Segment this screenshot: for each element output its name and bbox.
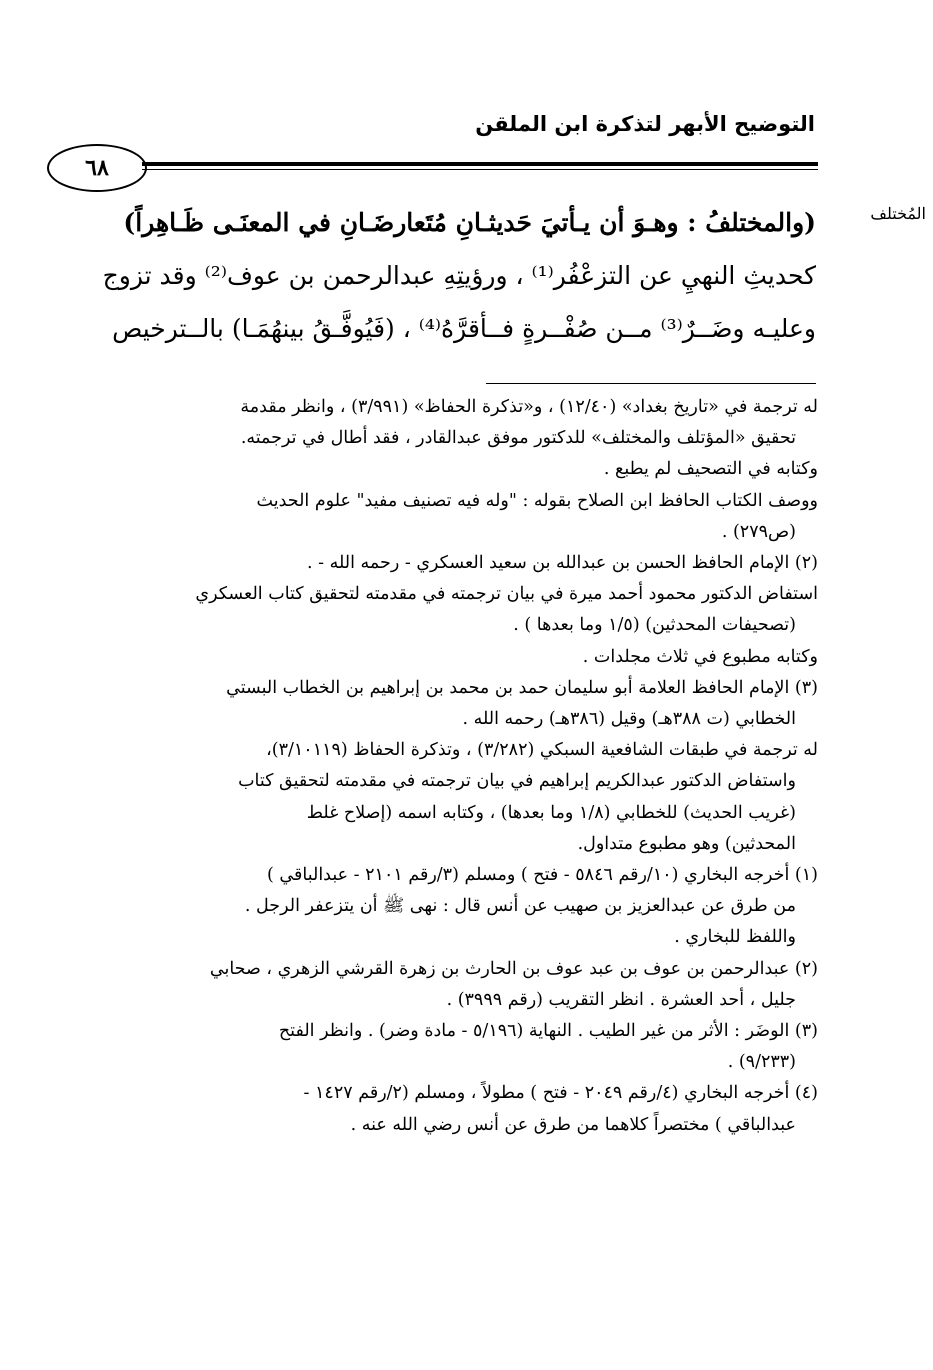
footnote-line: (٣) الوضَر : الأثر من غير الطيب . النهاية (٥/١٩٦ - مادة وضر) . وانظر الفتح (278, 1021, 818, 1042)
footnote-line: (٢) عبدالرحمن بن عوف بن عبد عوف بن الحارث بن زهرة القرشي الزهري ، صحابي (209, 958, 818, 979)
header-rule-thin (142, 169, 818, 170)
footnote-line: واستفاض الدكتور عبدالكريم إبراهيم في بيان ترجمته في مقدمته لتحقيق كتاب (238, 771, 796, 792)
footnote-line: (٢) الإمام الحافظ الحسن بن عبدالله بن سعيد العسكري - رحمه الله - . (306, 553, 818, 574)
footnote-separator (486, 383, 816, 384)
footnote-line: وكتابه مطبوع في ثلاث مجلدات . (582, 646, 818, 667)
footnote-line: (١) أخرجه البخاري (١٠/رقم ٥٨٤٦ - فتح ) ومسلم (٣/رقم ٢١٠١ - عبدالباقي ) (267, 865, 818, 886)
footnotes (48, 392, 818, 1141)
main-text (50, 196, 816, 355)
footnote-line: (ص٢٧٩) . (721, 521, 796, 542)
footnote-line: الخطابي (ت ٣٨٨هـ) وقيل (٣٨٦هـ) رحمه الله . (462, 709, 796, 730)
footnote-line: له ترجمة في «تاريخ بغداد» (١٢/٤٠) ، و«تذكرة الحفاظ» (٣/٩٩١) ، وانظر مقدمة (240, 397, 818, 417)
footnote-line: له ترجمة في طبقات الشافعية السبكي (٣/٢٨٢) ، وتذكرة الحفاظ (٣/١٠١١٩)، (266, 740, 818, 761)
main-line: كحديثِ النهيِ عن التزعْفُر⁽¹⁾ ، ورؤيتِهِ عبدالرحمن بن عوف⁽²⁾ وقد تزوج (102, 261, 816, 290)
footnote-line: (تصحيفات المحدثين) (١/٥ وما بعدها ) . (513, 615, 796, 636)
footnote-line: ووصف الكتاب الحافظ ابن الصلاح بقوله : "وله فيه تصنيف مفيد" علوم الحديث (256, 490, 818, 511)
footnote-line: المحدثين) وهو مطبوع متداول. (577, 833, 796, 854)
footnote-line: (٤) أخرجه البخاري (٤/رقم ٢٠٤٩ - فتح ) مطولاً ، ومسلم (٢/رقم ١٤٢٧ - (303, 1083, 818, 1104)
header-rule (142, 162, 818, 166)
footnote-line: (٩/٢٣٣) . (727, 1052, 796, 1073)
page-number: ٦٨ (47, 144, 147, 192)
footnote-line: استفاض الدكتور محمود أحمد ميرة في بيان ترجمته في مقدمته لتحقيق كتاب العسكري (195, 584, 818, 605)
footnote-line: جليل ، أحد العشرة . انظر التقريب (رقم ٣٩٩٩) . (446, 989, 796, 1010)
footnote-line: وكتابه في التصحيف لم يطبع . (603, 459, 818, 480)
margin-label: المُختلف (870, 204, 926, 223)
running-title: التوضيح الأبهر لتذكرة ابن الملقن (475, 112, 815, 136)
footnote-line: عبدالباقي ) مختصراً كلاهما من طرق عن أنس رضي الله عنه . (350, 1114, 796, 1135)
main-line: وعليـه وضَــرٌ⁽³⁾ مــن صُفْــرةٍ فــأقرَّهُ⁽⁴⁾ ، (فَيُوفَّـقُ بينهُمَـا) بالــترخيص (112, 314, 816, 343)
footnote-line: تحقيق «المؤتلف والمختلف» للدكتور موفق عبدالقادر ، فقد أطال في ترجمته. (240, 428, 796, 449)
footnote-line: (غريب الحديث) للخطابي (١/٨ وما بعدها) ، وكتابه اسمه (إصلاح غلط (306, 802, 796, 823)
footnote-line: من طرق عن عبدالعزيز بن صهيب عن أنس قال : نهى ﷺ أن يتزعفر الرجل . (244, 896, 796, 917)
footnote-line: واللفظ للبخاري . (674, 927, 796, 948)
footnote-line: (٣) الإمام الحافظ العلامة أبو سليمان حمد بن محمد بن إبراهيم بن الخطاب البستي (226, 677, 818, 698)
main-line: (والمختلفُ : وهـوَ أن يـأتيَ حَديثـانِ مُتَعارضَـانِ في المعنَـى ظَـاهِراً) (123, 208, 816, 237)
